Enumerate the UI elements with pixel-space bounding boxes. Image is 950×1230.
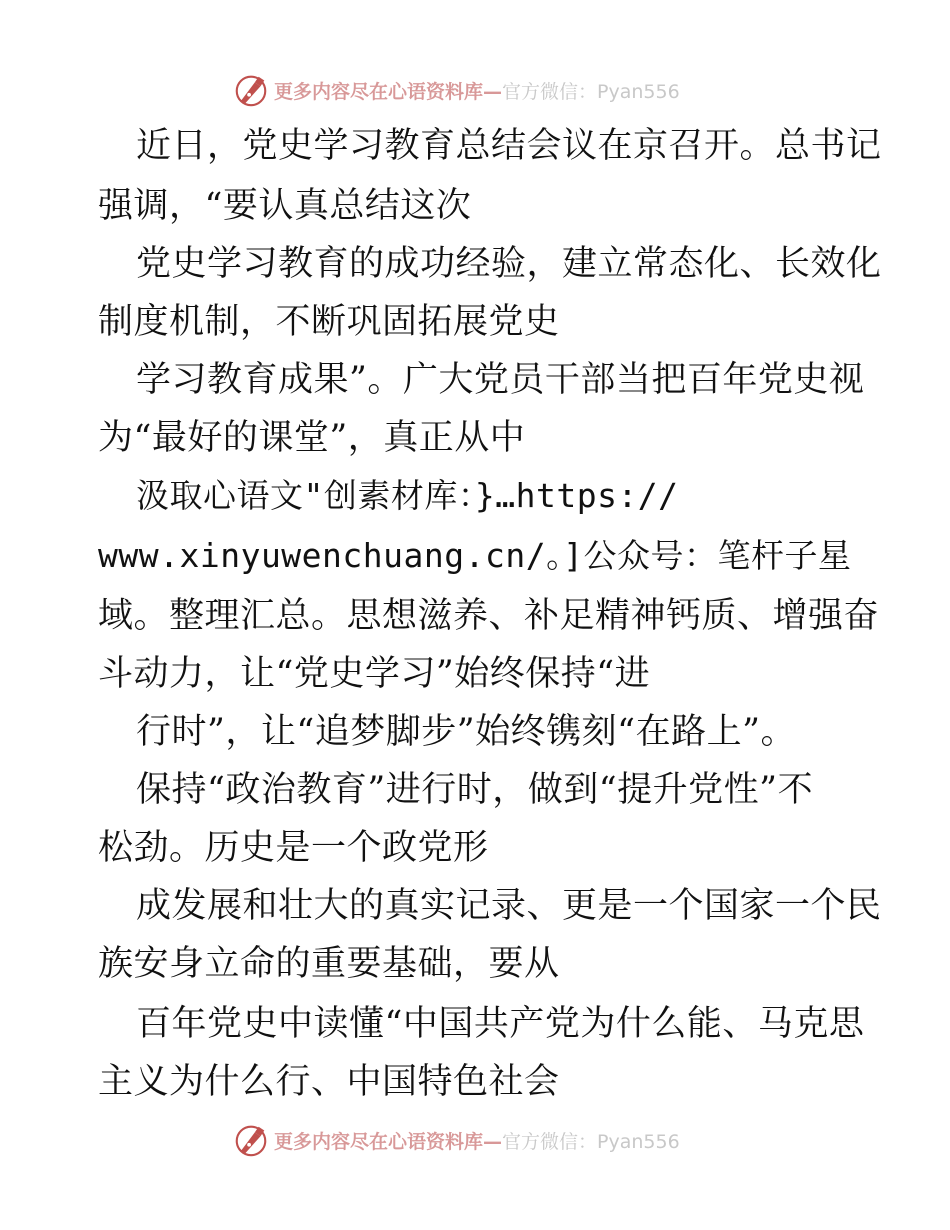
text-line: 主义为什么行、中国特色社会 [98, 1062, 560, 1102]
text-line: 松劲。历史是一个政党形 [98, 828, 489, 868]
text-line: 域。整理汇总。思想滋养、补足精神钙质、增强奋 [98, 596, 880, 636]
banner-text [274, 1127, 680, 1154]
banner-prefix: 更多内容尽在心语资料库— [274, 80, 503, 103]
banner-prefix: 更多内容尽在心语资料库— [274, 1130, 503, 1153]
banner-wechat-label: 官方微信： [502, 1130, 598, 1153]
banner-wechat-label: 官方微信： [502, 80, 598, 103]
text-line: www.xinyuwenchuang.cn/。]公众号：笔杆子星 [98, 536, 852, 575]
text-line: 百年党史中读懂“中国共产党为什么能、马克思 [136, 1004, 865, 1044]
text-line: 学习教育成果”。广大党员干部当把百年党史视 [136, 360, 865, 400]
text-line: 为“最好的课堂”，真正从中 [98, 418, 526, 458]
footer-watermark-banner [232, 1120, 680, 1160]
text-line: 党史学习教育的成功经验，建立常态化、长效化 [136, 244, 882, 284]
text-line: 强调，“要认真总结这次 [98, 186, 472, 226]
pen-nib-circle-icon [232, 1121, 270, 1159]
banner-wechat-id: Pyan556 [597, 1130, 680, 1153]
text-line: 制度机制，不断巩固拓展党史 [98, 302, 560, 342]
text-line: 保持“政治教育”进行时，做到“提升党性”不 [136, 770, 814, 810]
text-line: 汲取心语文"创素材库：}…https:// [136, 476, 679, 515]
text-line: 斗动力，让“党史学习”始终保持“进 [98, 654, 651, 694]
text-line: 族安身立命的重要基础，要从 [98, 944, 560, 984]
text-line: 成发展和壮大的真实记录、更是一个国家一个民 [136, 886, 882, 926]
banner-wechat-id: Pyan556 [597, 80, 680, 103]
text-line: 近日，党史学习教育总结会议在京召开。总书记 [136, 126, 882, 166]
text-line: 行时”，让“追梦脚步”始终镌刻“在路上”。 [136, 712, 796, 752]
